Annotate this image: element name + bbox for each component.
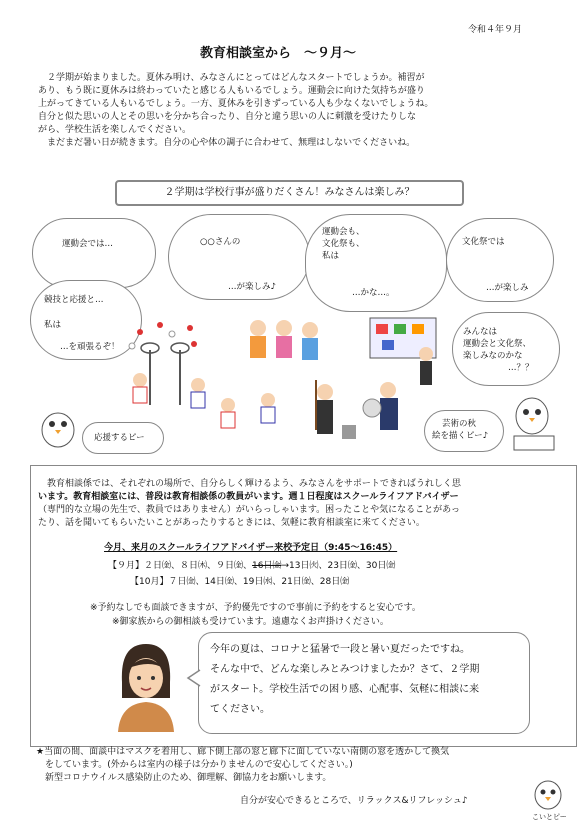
bubble-text: 応援するピー: [94, 433, 145, 443]
bird-mascot-icon: [510, 390, 558, 454]
speech-text: [210, 640, 479, 720]
bubble-text: 運動会も、: [322, 227, 365, 237]
counselor-avatar: [110, 638, 182, 732]
info-line: たり、話を聞いてもらいたいことがあったりするときには、気軽に教育相談室に来てください。: [38, 518, 425, 528]
note-line: ※御家族からの御相談も受けています。遠慮なくお声掛けください。: [112, 617, 389, 627]
speech-line: てください。: [210, 704, 270, 715]
schedule-october: [130, 576, 349, 589]
banner-text: ２学期は学校行事が盛りだくさん！みなさんは楽しみ？: [164, 187, 415, 198]
bubble-text: 文化祭では: [462, 237, 505, 247]
running-students-icon: [133, 373, 275, 428]
dates: →13日㈫、23日㈮、30日㈮: [281, 561, 396, 571]
intro-paragraph: [38, 72, 558, 150]
footer-notes: [36, 746, 576, 785]
info-line: （専門的な立場の先生で、教員ではありません）がいらっしゃいます。困ったことや気になることがあっ: [38, 505, 461, 515]
bubble-text: 芸術の秋: [442, 419, 477, 429]
schedule-title: 今月、来月のスクールライフアドバイザー来校予定日（9:45～16:45）: [104, 543, 398, 553]
bubble-text: ○○さんの: [200, 237, 241, 247]
bubble-text: みんなは: [463, 327, 498, 337]
speech-line: 今年の夏は、コロナと猛暑で一段と暑い夏だったですね。: [210, 644, 470, 655]
thought-cloud: [32, 218, 156, 288]
bubble-text: 競技と応援と…: [44, 295, 104, 305]
bird-mascot-icon: [36, 400, 80, 450]
bubble-text: 運動会と文化祭、: [463, 339, 532, 349]
dates: ７日㈮、14日㈮、19日㈬、21日㈮、28日㈮: [168, 577, 350, 587]
intro-line: 自分と似た思いの人とその思いを分かち合ったり、自分と違う思いの人に刺激を受けたりしな: [38, 112, 417, 122]
intro-line: あり、もう既に夏休みは終わっていたと感じる人もいるでしょう。運動会に向けた気持ちが盛り: [38, 86, 425, 96]
school-events-illustration: [120, 310, 450, 460]
info-line: 教育相談係では、それぞれの場所で、自分らしく輝けるよう、みなさんをサポートできればうれしく思: [38, 479, 461, 489]
bubble-text: …を頑張るぞ！: [60, 342, 120, 352]
intro-line: まだまだ暑い日が続きます。自分の心や体の調子に合わせて、無理はしないでくださいね。: [38, 138, 416, 148]
intro-line: がら、学校生活を楽しんでください。: [38, 125, 192, 135]
slogan: 自分が安心できるところで、リラックス&リフレッシュ♪: [240, 796, 468, 806]
bubble-text: …が楽しみ: [486, 283, 529, 293]
cancelled-date: 16日㈮: [252, 561, 282, 571]
bubble-text: 絵を描くピー♪: [432, 431, 489, 441]
mascot-label: こいとピー: [532, 813, 567, 821]
footer-line: をしています。(外からは室内の様子は分かりませんので安心してください。): [36, 760, 353, 770]
art-and-music-students-icon: [316, 380, 398, 439]
bubble-text: 運動会では…: [62, 239, 114, 249]
dates: ２日㈮、８日㈭、９日㈮、: [144, 561, 253, 571]
cheering-students-icon: [250, 320, 318, 360]
info-line: います。教育相談室には、普段は教育相談係の教員がいます。週１日程度はスクールライフアドバイザー: [38, 492, 459, 502]
bubble-text: …？？: [508, 363, 534, 373]
note-line: ※予約なしでも面談できますが、予約優先ですので事前に予約をすると安心です。: [90, 603, 421, 613]
issue-date: 令和４年９月: [468, 25, 523, 35]
intro-line: ２学期が始まりました。夏休み明け、みなさんにとってはどんなスタートでしょうか。補習が: [38, 73, 425, 83]
banner-box: [115, 180, 464, 206]
page-title: 教育相談室から ～９月～: [200, 46, 357, 61]
footer-line: ★当面の間、面談中はマスクを着用し、廊下側上部の窓と廊下に面していない南側の窓を透かして換気: [36, 747, 450, 757]
presentation-board-icon: [370, 318, 436, 385]
month-label: 【10月】: [130, 577, 169, 587]
speech-line: がスタート。学校生活での困り感、心配事、気軽に相談に来: [210, 684, 480, 695]
bubble-text: 私は: [44, 320, 62, 330]
bubble-text: 文化祭も、: [322, 239, 365, 249]
intro-line: 上がってきている人もいるでしょう。一方、夏休みを引きずっている人も少なくないでしょうね。: [38, 99, 434, 109]
bubble-text: 楽しみなのかな: [463, 351, 523, 361]
month-label: 【９月】: [108, 561, 145, 571]
bubble-text: 私は: [322, 251, 340, 261]
speech-bubble-tail: [186, 668, 202, 688]
bird-mascot-icon: [530, 778, 566, 812]
info-paragraph: [38, 478, 573, 530]
schedule-september: [108, 560, 395, 573]
speech-line: そんな中で、どんな楽しみとみつけましたか？さて、２学期: [210, 664, 480, 675]
bubble-text: …が楽しみ♪: [228, 282, 276, 292]
footer-line: 新型コロナウイルス感染防止のため、御理解、御協力をお願いします。: [36, 773, 332, 783]
bubble-text: …かな…。: [352, 288, 395, 298]
